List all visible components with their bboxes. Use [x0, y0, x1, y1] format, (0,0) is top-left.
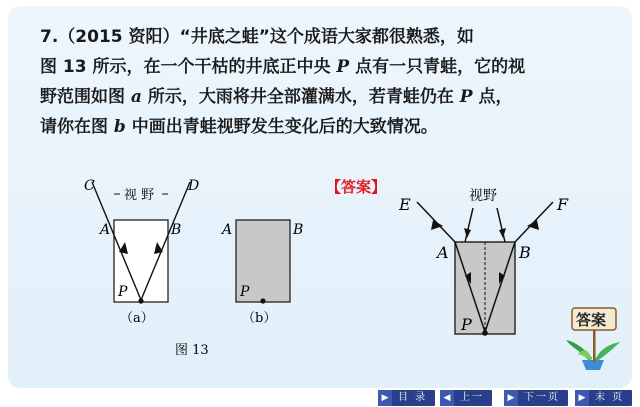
- answer-badge-text: 答案: [576, 311, 607, 329]
- prev-button[interactable]: [440, 390, 492, 406]
- next-arrow-icon: ▶: [504, 390, 518, 406]
- label-a2: A: [222, 222, 233, 238]
- answer-label-a: A: [437, 243, 449, 262]
- question-line-3-text-b: 所示，大雨将井全部灌满水，若青蛙仍在: [141, 87, 460, 107]
- answer-view-label: 视野: [469, 188, 497, 204]
- answer-point-p: [482, 330, 488, 336]
- question-line-2: [40, 52, 610, 82]
- label-p1: P: [118, 284, 128, 300]
- label-b2: B: [293, 222, 304, 238]
- answer-label: 【答案】: [326, 178, 387, 196]
- question-line-3-text-c: 点，: [472, 87, 513, 107]
- label-b1: B: [171, 222, 182, 238]
- question-line-1-text: 7.（2015 资阳）“井底之蛙”这个成语大家都很熟悉，如: [40, 27, 474, 47]
- caption-a: （a）: [120, 311, 154, 326]
- question-line-3-text-a: 野范围如图: [40, 87, 131, 107]
- point-p-label-2: P: [459, 87, 473, 107]
- ray-inner-left: [465, 208, 473, 242]
- question-line-4: [40, 112, 610, 142]
- ray-inner-right: [497, 208, 505, 242]
- figure-b-ref: b: [113, 117, 126, 137]
- point-p-label: P: [336, 57, 350, 77]
- next-button[interactable]: [504, 390, 568, 406]
- question-line-2-text-a: 图 13 所示，在一个干枯的井底正中央: [40, 57, 337, 77]
- point-p-b: [260, 298, 265, 303]
- arrow-inner-right: [499, 228, 506, 238]
- question-line-4-text-a: 请你在图: [40, 117, 114, 137]
- question-line-3: [40, 82, 610, 112]
- answer-label-f: F: [557, 195, 569, 214]
- prev-arrow-icon: ◀: [440, 390, 454, 406]
- question-line-4-text-b: 中画出青蛙视野发生变化后的大致情况。: [125, 117, 438, 137]
- question-line-1: [40, 22, 610, 52]
- question-line-2-text-b: 点有一只青蛙，它的视: [349, 57, 526, 77]
- end-button[interactable]: [575, 390, 632, 406]
- nav-bar: [0, 388, 640, 407]
- end-label: 末 页: [595, 392, 625, 403]
- figure-a-ref: a: [130, 87, 142, 107]
- figure-13: [70, 172, 310, 362]
- label-a1: A: [100, 222, 111, 238]
- toc-button[interactable]: [378, 390, 435, 406]
- label-d: D: [188, 178, 200, 194]
- answer-badge[interactable]: [560, 300, 630, 370]
- answer-label-p: P: [461, 315, 472, 334]
- end-arrow-icon: ▶: [575, 390, 589, 406]
- label-p2: P: [240, 284, 250, 300]
- toc-arrow-icon: ▶: [378, 390, 392, 406]
- label-c: C: [84, 178, 95, 194]
- toc-label: 目 录: [398, 392, 428, 403]
- answer-figure: [395, 180, 575, 345]
- figure-caption: 图 13: [175, 343, 209, 358]
- view-label-a: 视 野: [124, 188, 155, 203]
- answer-badge-graphic: [560, 300, 630, 370]
- question-text: [40, 22, 610, 142]
- prev-label: 上一: [460, 392, 484, 403]
- next-label: 下一页: [524, 392, 560, 403]
- answer-label-e: E: [399, 195, 411, 214]
- point-p-a: [138, 298, 143, 303]
- caption-b: （b）: [242, 311, 277, 326]
- answer-label-b: B: [519, 243, 531, 262]
- arrow-inner-left: [464, 228, 471, 238]
